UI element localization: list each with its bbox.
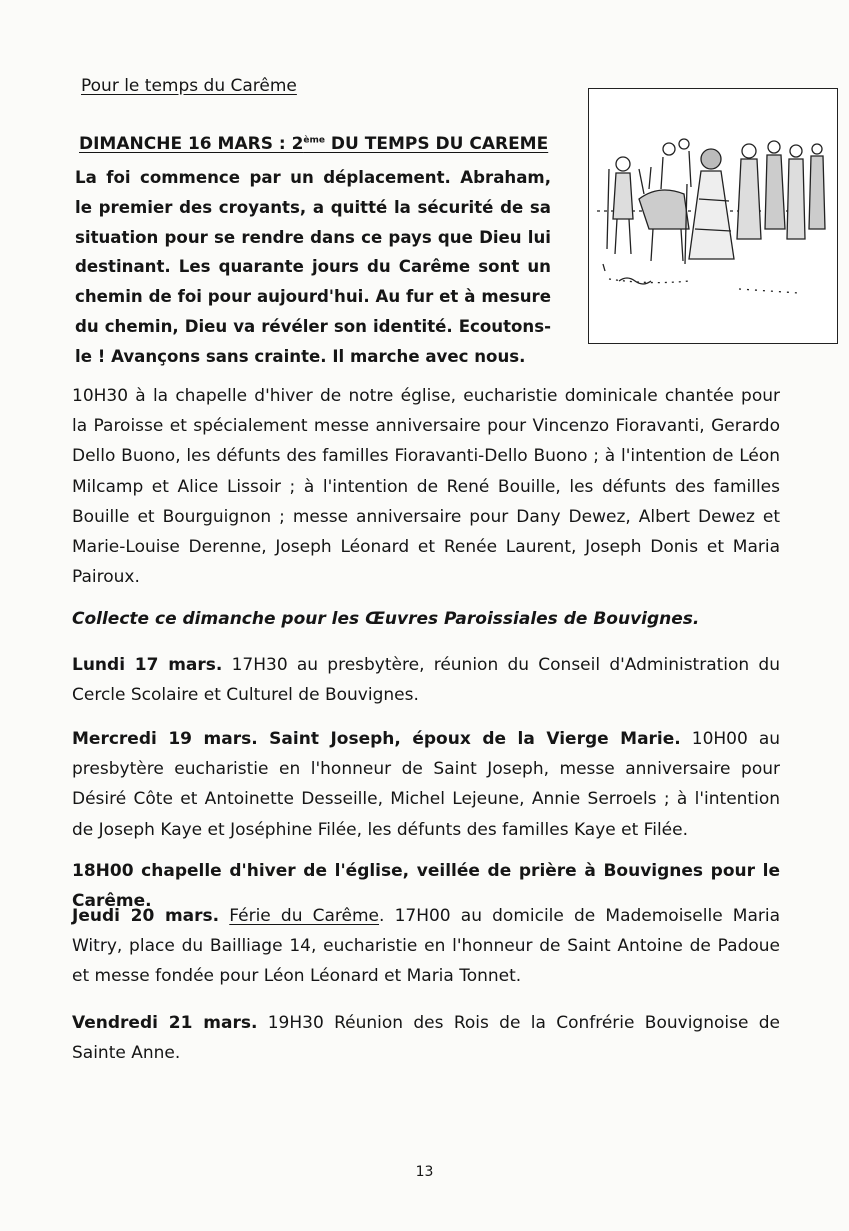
pilgrims-drawing-icon <box>589 89 836 342</box>
sunday-heading <box>79 134 548 154</box>
wednesday-text: 10H00 au presbytère eucharistie en l'honneur de Saint Joseph, messe anniversaire pour Désiré Côte et Antoinette Desseille, Michel Lejeune, Annie Serroels ; à l'intention de Joseph Kaye et Joséphine Filée, les défunts des familles Kaye et Filée. <box>72 729 781 840</box>
friday-label: Vendredi 21 mars. <box>72 1013 258 1033</box>
sunday-mass-paragraph: 10H30 à la chapelle d'hiver de notre église, eucharistie dominicale chantée pour la Paroisse et spécialement messe anniversaire pour Vincenzo Fioravanti, Gerardo Dello Buono, les défunts des familles Fioravanti-Dello Buono ; à l'intention de Léon Milcamp et Alice Lissoir ; à l'intention de René Bouille, les défunts des familles Bouille et Bourguignon ; messe anniversaire pour Dany Dewez, Albert Dewez et Marie-Louise Derenne, Joseph Léonard et Renée Laurent, Joseph Donis et Maria Pairoux. <box>72 386 780 588</box>
thursday-feria: Férie du Carême <box>229 906 380 926</box>
abraham-journey-illustration <box>588 88 838 344</box>
prayer-vigil-entry: 18H00 chapelle d'hiver de l'église, veillée de prière à Bouvignes pour le Carême. <box>72 861 780 912</box>
friday-text: 19H30 Réunion des Rois de la Confrérie Bouvignoise de Sainte Anne. <box>72 1013 780 1064</box>
thursday-entry <box>72 901 780 992</box>
sunday-intro: La foi commence par un déplacement. Abraham, le premier des croyants, a quitté la sécurité de sa situation pour se rendre dans ce pays que Dieu lui destinant. Les quarante jours du Carême sont un chemin de foi pour aujourd'hui. Au fur et à mesure du chemin, Dieu va révéler son identité. Ecoutons-le ! Avançons sans crainte. Il marche avec nous. <box>75 168 551 366</box>
monday-entry <box>72 650 780 710</box>
wednesday-label: Mercredi 19 mars. Saint Joseph, époux de la Vierge Marie. <box>72 729 681 749</box>
collecte-notice: Collecte ce dimanche pour les Œuvres Paroissiales de Bouvignes. <box>72 609 700 629</box>
sunday-title-sup: ème <box>303 135 326 146</box>
sunday-title-suffix: DU TEMPS DU CAREME <box>325 134 549 154</box>
section-title: Pour le temps du Carême <box>81 76 297 96</box>
thursday-text: . 17H00 au domicile de Mademoiselle Maria Witry, place du Bailliage 14, eucharistie en l'honneur de Saint Antoine de Padoue et messe fondée pour Léon Léonard et Maria Tonnet. <box>72 906 781 987</box>
page-number: 13 <box>415 1164 434 1180</box>
wednesday-entry <box>72 724 780 845</box>
sunday-title-prefix: DIMANCHE 16 MARS : 2 <box>79 134 304 154</box>
thursday-label: Jeudi 20 mars. <box>72 906 220 926</box>
monday-label: Lundi 17 mars. <box>72 655 223 675</box>
monday-text: 17H30 au presbytère, réunion du Conseil d'Administration du Cercle Scolaire et Culturel de Bouvignes. <box>72 655 780 706</box>
friday-entry <box>72 1008 780 1068</box>
